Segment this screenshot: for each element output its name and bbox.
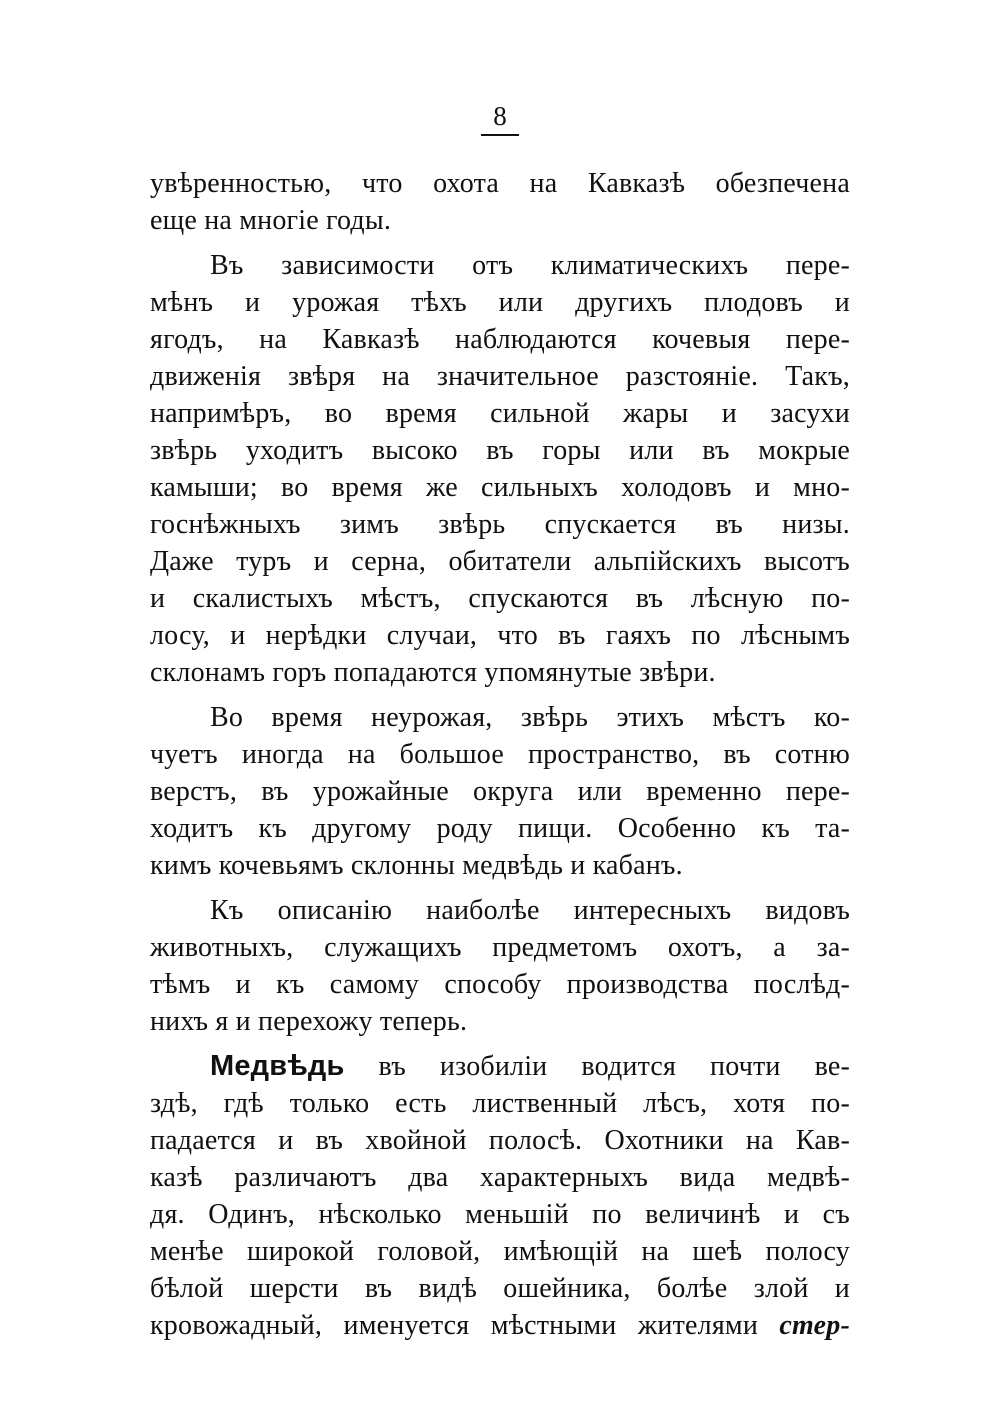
text-line: менѣе широкой головой, имѣющій на шеѣ полосу: [150, 1236, 850, 1267]
italic-term: стер-: [779, 1310, 851, 1341]
text-line: Къ описанію наиболѣе интересныхъ видовъ: [210, 895, 850, 926]
text-line: движенія звѣря на значительное разстояніе. Такъ,: [150, 361, 850, 392]
page-body: [150, 165, 850, 1344]
text-line: здѣ, гдѣ только есть лиственный лѣсъ, хотя по-: [150, 1088, 850, 1119]
text-line: нихъ я и перехожу теперь.: [150, 1006, 468, 1037]
text-line: дя. Одинъ, нѣсколько меньшій по величинѣ и съ: [150, 1199, 850, 1230]
text-line: камыши; во время же сильныхъ холодовъ и мно-: [150, 472, 850, 503]
text-line: бѣлой шерсти въ видѣ ошейника, болѣе злой и: [150, 1273, 850, 1304]
text-line: падается и въ хвойной полосѣ. Охотники на Кав-: [150, 1125, 850, 1156]
text-line: казѣ различаютъ два характерныхъ вида медвѣ-: [150, 1162, 850, 1193]
text-line: звѣрь уходитъ высоко въ горы или въ мокрые: [150, 435, 850, 466]
text-line: Даже туръ и серна, обитатели альпійскихъ высотъ: [150, 546, 850, 577]
text-line: тѣмъ и къ самому способу производства послѣд-: [150, 969, 850, 1000]
section-term: Медвѣдь: [210, 1050, 345, 1082]
text-line: еще на многіе годы.: [150, 205, 392, 236]
text-line-with-term: [150, 1048, 850, 1085]
text-line: животныхъ, служащихъ предметомъ охотъ, а за-: [150, 932, 850, 963]
text-line: склонамъ горъ попадаются упомянутые звѣри.: [150, 657, 716, 688]
text-line: увѣренностью, что охота на Кавказѣ обезпечена: [150, 168, 850, 199]
text-span: кровожадный, именуется мѣстными жителями: [150, 1310, 759, 1341]
text-line: госнѣжныхъ зимъ звѣрь спускается въ низы.: [150, 509, 850, 540]
text-line: кимъ кочевьямъ склонны медвѣдь и кабанъ.: [150, 850, 683, 881]
text-line: ягодъ, на Кавказѣ наблюдаются кочевыя пере-: [150, 324, 850, 355]
text-line: ходитъ къ другому роду пищи. Особенно къ та-: [150, 813, 850, 844]
text-span: въ изобиліи водится почти ве-: [378, 1051, 851, 1082]
text-line: и скалистыхъ мѣстъ, спускаются въ лѣсную по-: [150, 583, 850, 614]
text-line: чуетъ иногда на большое пространство, въ сотню: [150, 739, 850, 770]
text-line: Въ зависимости отъ климатическихъ пере-: [210, 250, 850, 281]
text-line: лосу, и нерѣдки случаи, что въ гаяхъ по лѣснымъ: [150, 620, 850, 651]
text-line: верстъ, въ урожайные округа или временно пере-: [150, 776, 850, 807]
text-line-with-italic: [150, 1307, 850, 1344]
page-number: 8: [481, 100, 519, 136]
text-line: Во время неурожая, звѣрь этихъ мѣстъ ко-: [210, 702, 850, 733]
text-line: напримѣръ, во время сильной жары и засухи: [150, 398, 850, 429]
text-line: мѣнъ и урожая тѣхъ или другихъ плодовъ и: [150, 287, 850, 318]
page-header: [0, 100, 1000, 136]
